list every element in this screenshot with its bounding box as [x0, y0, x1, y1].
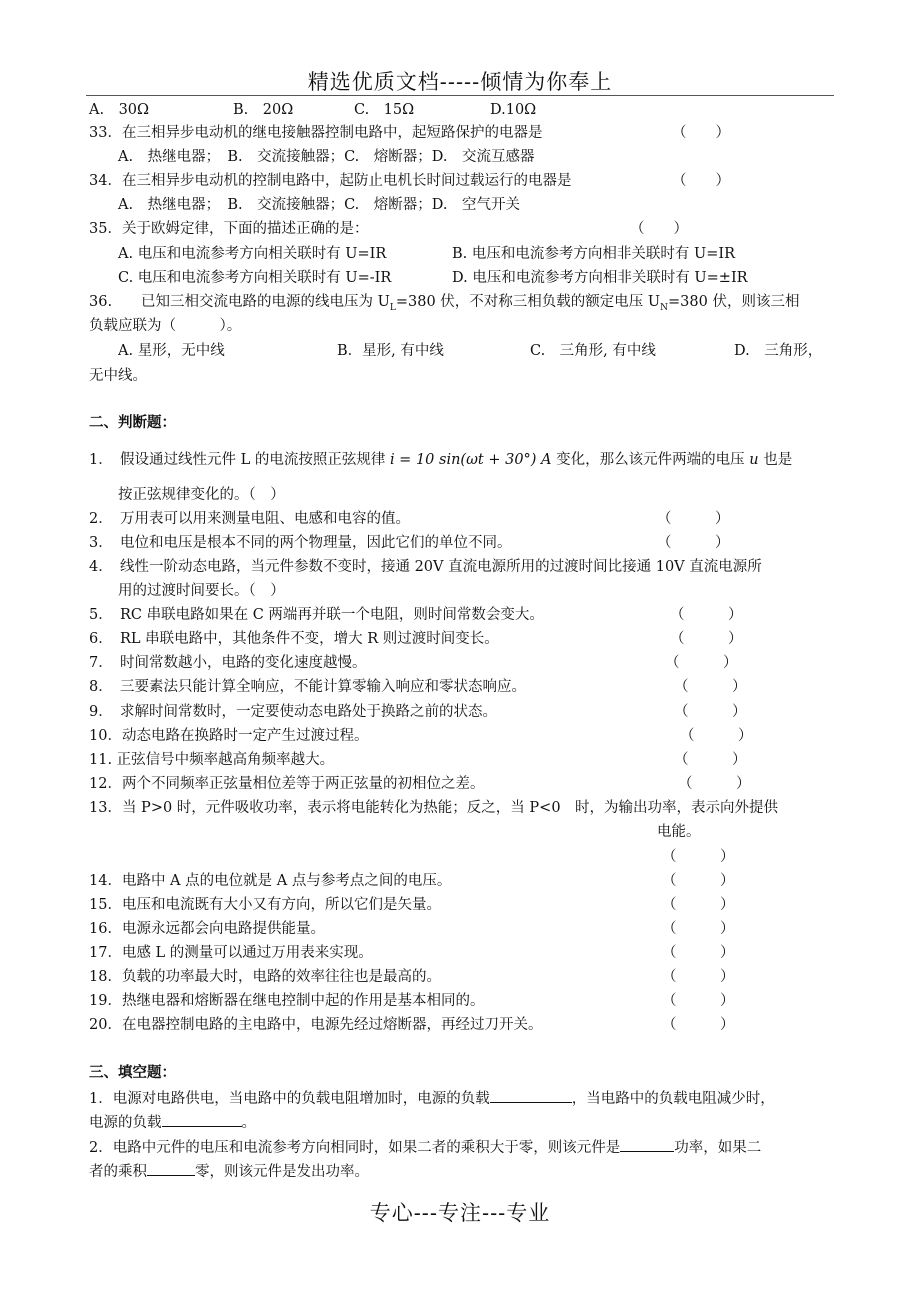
q36-text [89, 293, 799, 317]
judge-q8-paren: （ ） [674, 679, 747, 695]
judge-q6-paren: （ ） [670, 631, 743, 647]
judge-q1-c: 也是 [763, 452, 793, 468]
fill-q1-cont [89, 1112, 256, 1132]
judge-q19: 19．热继电器和熔断器在继电控制中起的作用是基本相同的。 [89, 993, 485, 1009]
q32-opt-c: C. 15Ω [354, 102, 415, 118]
q35-opt-c: C. 电压和电流参考方向相关联时有 U=-IR [118, 270, 392, 286]
section-fill-title: 三、填空题： [89, 1064, 176, 1081]
judge-q8: 8． 三要素法只能计算全响应，不能计算零输入响应和零状态响应。 [89, 679, 526, 695]
judge-q12-paren: （ ） [678, 776, 751, 792]
judge-q15-paren: （ ） [662, 897, 735, 913]
q36-cont2: 无中线。 [89, 368, 147, 384]
fill-q1-d: 。 [241, 1115, 256, 1131]
judge-q11: 11. 正弦信号中频率越高角频率越大。 [89, 752, 335, 768]
fill-q2-c: 者的乘积 [89, 1164, 147, 1180]
judge-q9: 9． 求解时间常数时，一定要使动态电路处于换路之前的状态。 [89, 704, 497, 720]
page-header-title: 精选优质文档-----倾情为你奉上 [307, 70, 613, 94]
judge-q1-b: 变化，那么该元件两端的电压 [556, 452, 745, 468]
fill-q1-c: 电源的负载 [89, 1115, 162, 1131]
judge-q1-a: 1． 假设通过线性元件 L 的电流按照正弦规律 [89, 452, 386, 468]
judge-q2: 2． 万用表可以用来测量电阻、电感和电容的值。 [89, 511, 410, 527]
judge-q9-paren: （ ） [674, 704, 747, 720]
judge-q18: 18．负载的功率最大时，电路的效率往往也是最高的。 [89, 969, 441, 985]
judge-q4-cont: 用的过渡时间要长。（ ） [118, 583, 285, 599]
judge-q6: 6． RL 串联电路中，其他条件不变，增大 R 则过渡时间变长。 [89, 631, 499, 647]
judge-q13-paren: （ ） [662, 849, 735, 865]
judge-q2-paren: （ ） [657, 511, 730, 527]
judge-q7-paren: （ ） [665, 655, 738, 671]
q32-opt-b: B. 20Ω [233, 102, 294, 118]
q36-opt-a: A. 星形，无中线 [118, 343, 225, 359]
fill-q1-blank-2[interactable] [162, 1112, 242, 1127]
judge-q1-cont: 按正弦规律变化的。（ ） [118, 487, 285, 503]
judge-q1-formula: i = 10 sin(ωt + 30°) A [389, 452, 552, 468]
q36-opt-d: D. 三角形， [734, 343, 823, 359]
opt-a: A. 30Ω [89, 102, 150, 118]
q34-options: A. 热继电器； B. 交流接触器；C. 熔断器；D. 空气开关 [118, 197, 520, 213]
fill-q1 [89, 1088, 775, 1108]
judge-q20: 20．在电器控制电路的主电路中，电源先经过熔断器，再经过刀开关。 [89, 1017, 543, 1033]
judge-q7: 7． 时间常数越小，电路的变化速度越慢。 [89, 655, 367, 671]
judge-q14: 14．电路中 A 点的电位就是 A 点与参考点之间的电压。 [89, 873, 452, 889]
judge-q1 [89, 451, 792, 469]
fill-q2-b: 功率，如果二 [674, 1140, 762, 1156]
q36-text-c: =380 伏，则该三相 [668, 294, 800, 310]
q35-answer-paren: （ ） [630, 221, 688, 237]
judge-q17: 17．电感 L 的测量可以通过万用表来实现。 [89, 945, 373, 961]
q36-cont: 负载应联为（ ）。 [89, 318, 242, 334]
judge-q5: 5． RC 串联电路如果在 C 两端再并联一个电阻，则时间常数会变大。 [89, 607, 544, 623]
judge-q5-paren: （ ） [670, 607, 743, 623]
judge-q11-paren: （ ） [674, 752, 747, 768]
q36-sub-l: L [389, 302, 396, 313]
fill-q2-blank-1[interactable] [620, 1137, 674, 1152]
judge-q10: 10．动态电路在换路时一定产生过渡过程。 [89, 728, 369, 744]
q35-opt-d: D. 电压和电流参考方向相非关联时有 U=±IR [452, 270, 748, 286]
judge-q1-u: u [749, 452, 759, 468]
fill-q2-a: 2．电路中元件的电压和电流参考方向相同时，如果二者的乘积大于零，则该元件是 [89, 1140, 621, 1156]
judge-q17-paren: （ ） [662, 945, 735, 961]
q34-text: 34．在三相异步电动机的控制电路中，起防止电机长时间过载运行的电器是 [89, 173, 572, 189]
judge-q19-paren: （ ） [662, 993, 735, 1009]
page-footer: 专心---专注---专业 [369, 1201, 551, 1225]
judge-q18-paren: （ ） [662, 969, 735, 985]
q36-text-b: =380 伏，不对称三相负载的额定电压 U [395, 294, 661, 310]
fill-q1-a: 1．电源对电路供电，当电路中的负载电阻增加时，电源的负载 [89, 1091, 490, 1107]
fill-q2-blank-2[interactable] [147, 1161, 195, 1176]
judge-q3: 3． 电位和电压是根本不同的两个物理量，因此它们的单位不同。 [89, 535, 512, 551]
fill-q2 [89, 1137, 761, 1157]
fill-q2-d: 零，则该元件是发出功率。 [195, 1164, 369, 1180]
q35-opt-a: A. 电压和电流参考方向相关联时有 U=IR [118, 246, 387, 262]
q36-opt-c: C. 三角形, 有中线 [530, 343, 656, 359]
judge-q15: 15．电压和电流既有大小又有方向，所以它们是矢量。 [89, 897, 441, 913]
q32-opt-d: D.10Ω [490, 102, 537, 118]
judge-q13-cont: 电能。 [657, 824, 701, 840]
judge-q4: 4． 线性一阶动态电路，当元件参数不变时，接通 20V 直流电源所用的过渡时间比接通 10V 直流电源所 [89, 559, 762, 575]
judge-q16-paren: （ ） [662, 921, 735, 937]
q32-options [89, 101, 149, 119]
fill-q1-b: ，当电路中的负载电阻减少时， [571, 1091, 775, 1107]
judge-q20-paren: （ ） [662, 1017, 735, 1033]
q33-options: A. 热继电器； B. 交流接触器；C. 熔断器；D. 交流互感器 [118, 149, 535, 165]
q35-opt-b: B. 电压和电流参考方向相非关联时有 U=IR [452, 246, 735, 262]
section-judge-title: 二、判断题： [89, 414, 176, 431]
header-rule [86, 95, 834, 96]
judge-q16: 16．电源永远都会向电路提供能量。 [89, 921, 325, 937]
judge-q10-paren: （ ） [680, 728, 753, 744]
q36-sub-n: N [660, 302, 669, 313]
q34-answer-paren: （ ） [672, 173, 730, 189]
judge-q3-paren: （ ） [657, 535, 730, 551]
q33-answer-paren: （ ） [672, 125, 730, 141]
q35-text: 35．关于欧姆定律，下面的描述正确的是： [89, 221, 369, 237]
judge-q14-paren: （ ） [662, 873, 735, 889]
q36-opt-b: B．星形, 有中线 [337, 343, 444, 359]
q33-text: 33．在三相异步电动机的继电接触器控制电路中，起短路保护的电器是 [89, 125, 543, 141]
fill-q2-cont [89, 1161, 369, 1181]
judge-q12: 12．两个不同频率正弦量相位差等于两正弦量的初相位之差。 [89, 776, 485, 792]
q36-text-a: 36. 已知三相交流电路的电源的线电压为 U [89, 294, 390, 310]
judge-q13: 13．当 P>0 时，元件吸收功率，表示将电能转化为热能；反之，当 P<0 时，为输出功率，表示向外提供 [89, 800, 779, 816]
fill-q1-blank-1[interactable] [490, 1088, 572, 1103]
